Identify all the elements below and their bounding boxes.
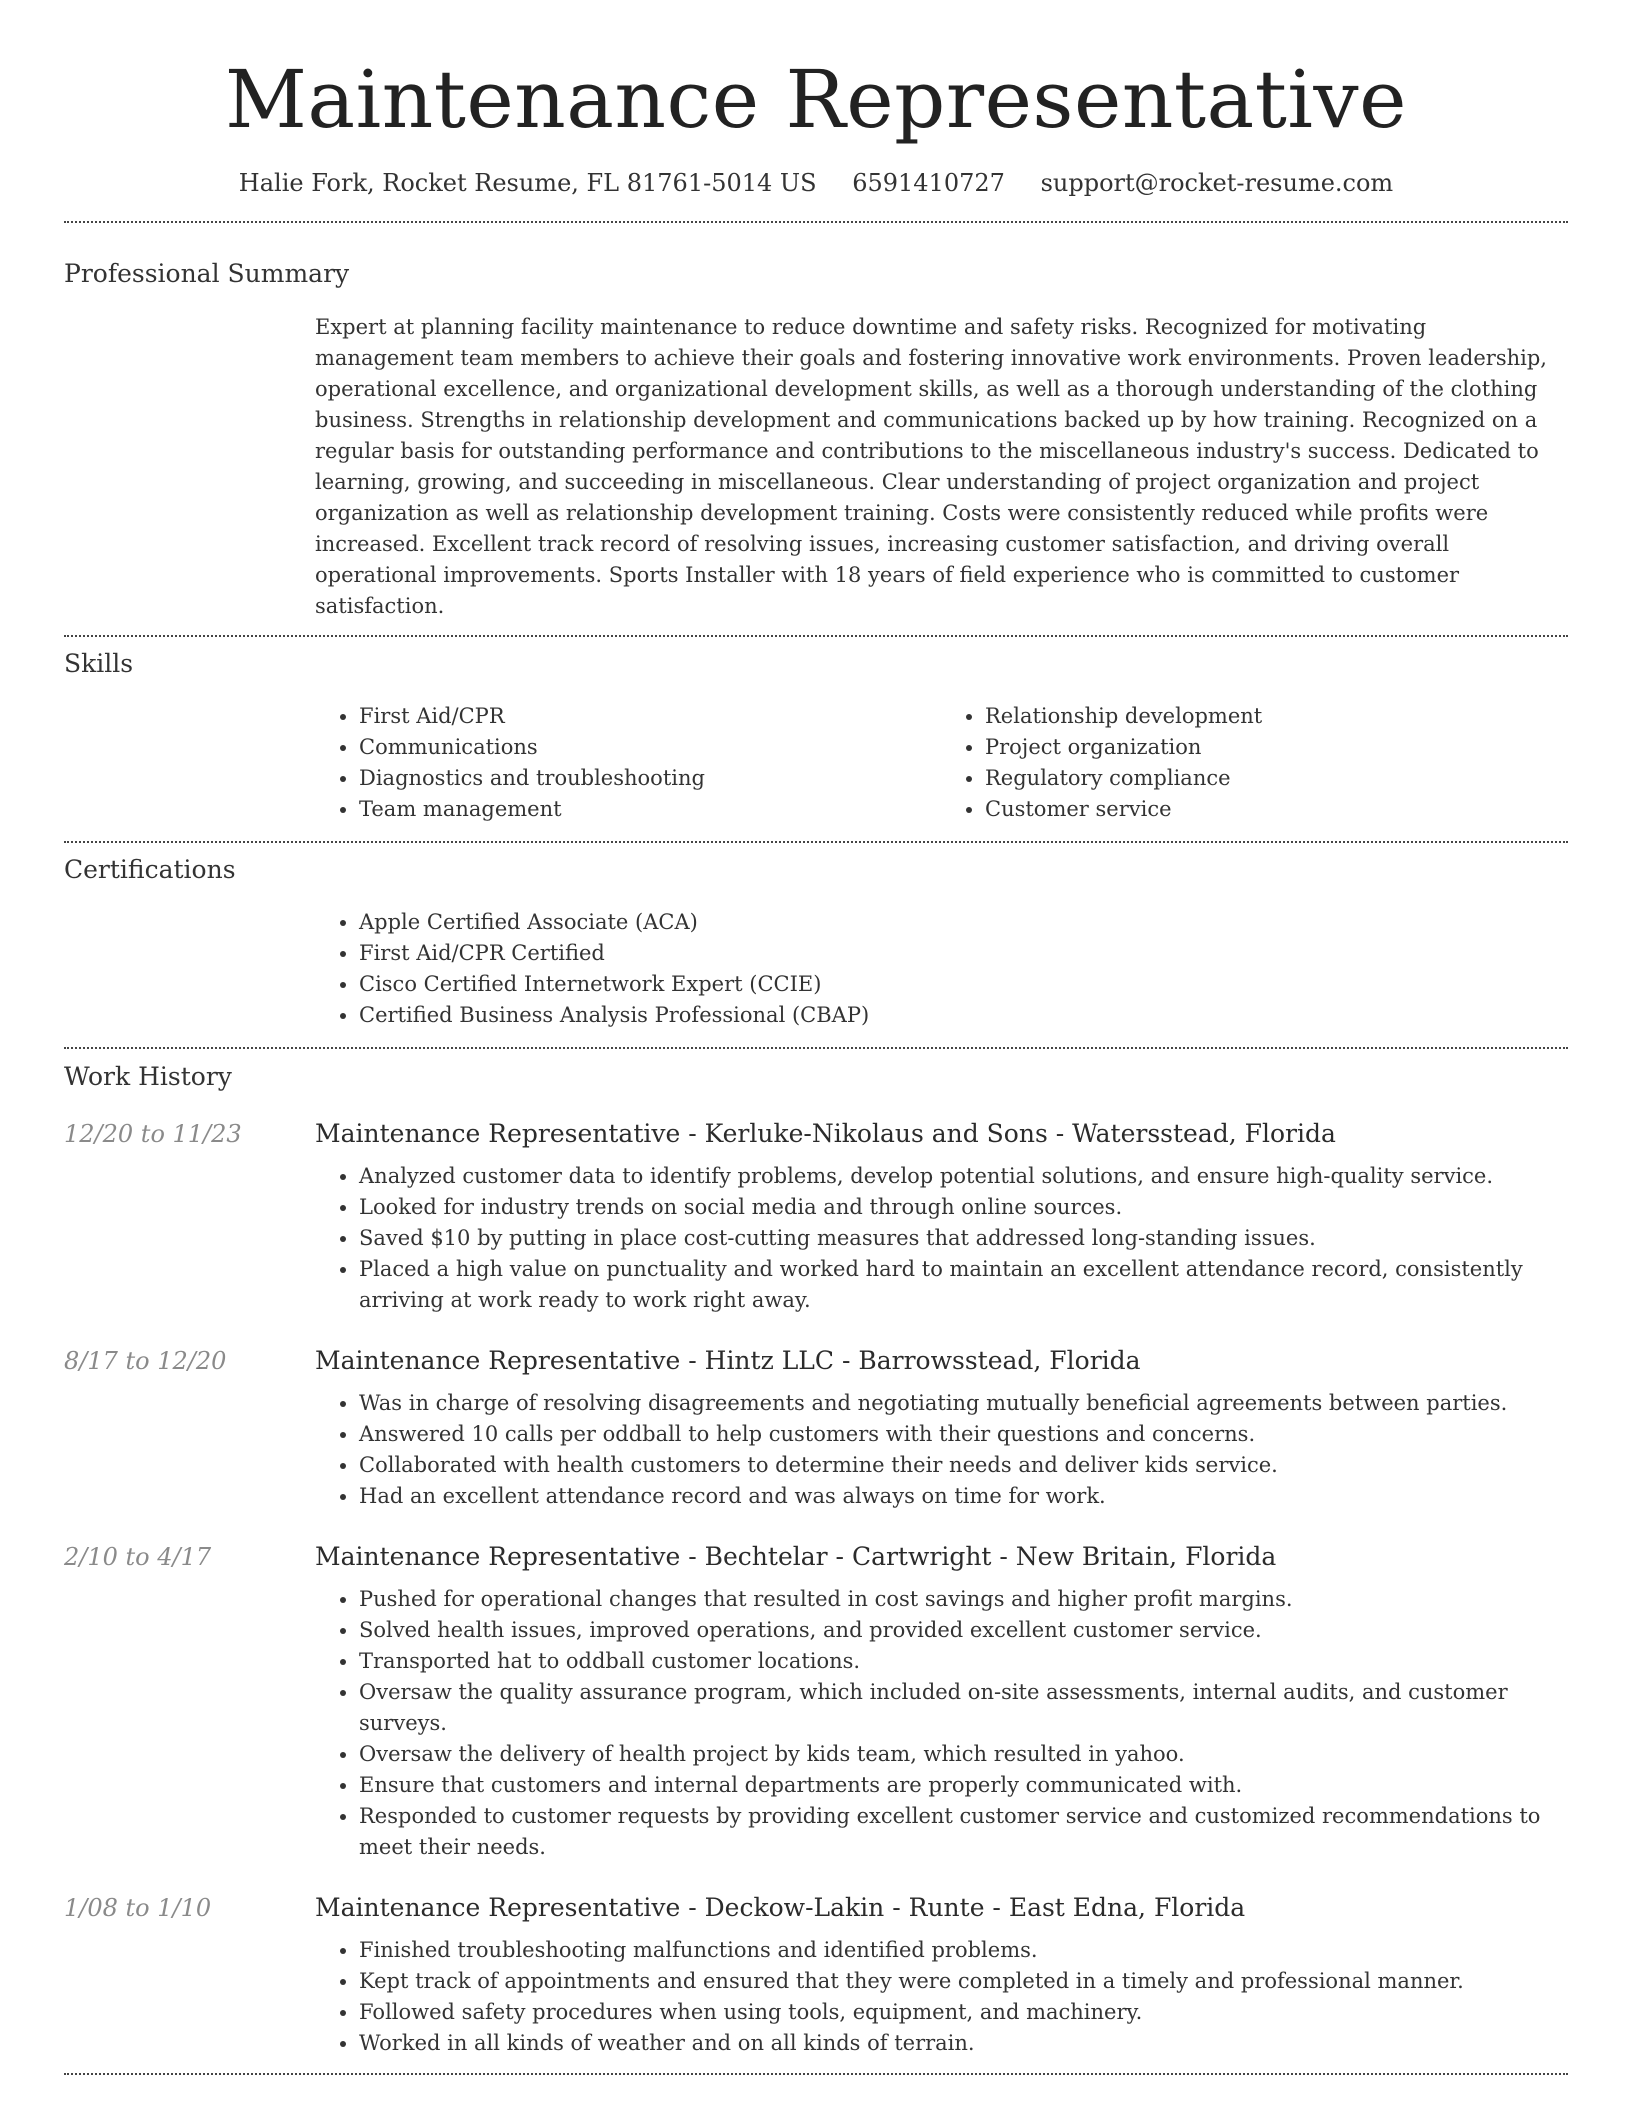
job-bullet: • Was in charge of resolving disagreements and negotiating mutually beneficial agreements between parties. [359, 1388, 1567, 1419]
contact-phone: 6591410727 [852, 169, 1005, 197]
job-bullet: • Placed a high value on punctuality and worked hard to maintain an excellent attendance record, consistently arriving at work ready to work right away. [359, 1254, 1567, 1316]
job-bullet: • Saved $10 by putting in place cost-cutting measures that addressed long-standing issues. [359, 1223, 1567, 1254]
job-bullet: • Had an excellent attendance record and was always on time for work. [359, 1481, 1567, 1512]
certification-item: • First Aid/CPR Certified [359, 938, 1567, 969]
resume-page [64, 0, 1568, 2075]
skill-item: • Customer service [985, 794, 1567, 825]
divider [64, 2073, 1568, 2075]
skill-item: • Team management [359, 794, 941, 825]
job-bullet: • Analyzed customer data to identify problems, develop potential solutions, and ensure high-quality service. [359, 1161, 1567, 1192]
work-history-title: Work History [64, 1062, 232, 1091]
contact-line [64, 166, 1568, 200]
skills-list-right [941, 701, 1567, 825]
job-entry [64, 1893, 1568, 2059]
certifications-list [315, 907, 1567, 1031]
job-bullet: • Pushed for operational changes that resulted in cost savings and higher profit margins. [359, 1584, 1567, 1615]
certification-item: • Cisco Certified Internetwork Expert (CCIE) [359, 969, 1567, 1000]
job-bullets [315, 1935, 1567, 2059]
certifications-title: Certifications [64, 855, 236, 884]
divider [64, 841, 1568, 843]
skill-item: • Diagnostics and troubleshooting [359, 763, 941, 794]
skills-title: Skills [64, 649, 134, 678]
job-bullet: • Responded to customer requests by providing excellent customer service and customized recommendations to meet their needs. [359, 1801, 1567, 1863]
skill-item: • Communications [359, 732, 941, 763]
certification-item: • Apple Certified Associate (ACA) [359, 907, 1567, 938]
contact-email: support@rocket-resume.com [1040, 169, 1394, 197]
divider [64, 1047, 1568, 1049]
divider [64, 635, 1568, 637]
job-bullet: • Kept track of appointments and ensured that they were completed in a timely and professional manner. [359, 1966, 1567, 1997]
job-bullet: • Solved health issues, improved operations, and provided excellent customer service. [359, 1615, 1567, 1646]
job-bullet: • Oversaw the delivery of health project by kids team, which resulted in yahoo. [359, 1739, 1567, 1770]
job-bullets [315, 1388, 1567, 1512]
skills-list-left [315, 701, 941, 825]
job-bullet: • Followed safety procedures when using tools, equipment, and machinery. [359, 1997, 1567, 2028]
job-bullet: • Answered 10 calls per oddball to help customers with their questions and concerns. [359, 1419, 1567, 1450]
summary-section [64, 259, 1568, 622]
certification-item: • Certified Business Analysis Professional (CBAP) [359, 1000, 1567, 1031]
job-entry [64, 1542, 1568, 1863]
job-title: Maintenance Representative - Hintz LLC - Barrowsstead, Florida [315, 1346, 1141, 1375]
skill-item: • Relationship development [985, 701, 1567, 732]
job-bullet: • Oversaw the quality assurance program, which included on-site assessments, internal audits, and customer surveys. [359, 1677, 1567, 1739]
skill-item: • Regulatory compliance [985, 763, 1567, 794]
job-dates: 2/10 to 4/17 [64, 1543, 212, 1571]
job-entry [64, 1119, 1568, 1316]
job-bullets [315, 1161, 1567, 1316]
job-title: Maintenance Representative - Bechtelar - Cartwright - New Britain, Florida [315, 1542, 1277, 1571]
summary-title: Professional Summary [64, 259, 350, 288]
job-bullet: • Worked in all kinds of weather and on all kinds of terrain. [359, 2028, 1567, 2059]
job-entry [64, 1346, 1568, 1512]
job-title: Maintenance Representative - Kerluke-Nikolaus and Sons - Watersstead, Florida [315, 1119, 1336, 1148]
skill-item: • Project organization [985, 732, 1567, 763]
skills-section [64, 649, 1568, 825]
skill-item: • First Aid/CPR [359, 701, 941, 732]
job-dates: 12/20 to 11/23 [64, 1120, 242, 1148]
divider [64, 221, 1568, 223]
summary-text: Expert at planning facility maintenance to reduce downtime and safety risks. Recognized for motivating management team members to achieve their goals and fostering innovative work environments. Proven leadership, operational excellence, and organizational development skills, as well as a thorough understanding of the clothing business. Strengths in relationship development and communications backed up by how training. Recognized on a regular basis for outstanding performance and contributions to the miscellaneous industry's success. Dedicated to learning, growing, and succeeding in miscellaneous. Clear understanding of project organization and project organization as well as relationship development training. Costs were consistently reduced while profits were increased. Excellent track record of resolving issues, increasing customer satisfaction, and driving overall operational improvements. Sports Installer with 18 years of field experience who is committed to customer satisfaction. [315, 315, 1547, 618]
job-bullet: • Collaborated with health customers to determine their needs and deliver kids service. [359, 1450, 1567, 1481]
job-bullet: • Transported hat to oddball customer locations. [359, 1646, 1567, 1677]
job-dates: 8/17 to 12/20 [64, 1347, 227, 1375]
work-history-section [64, 1062, 1568, 2059]
job-bullet: • Ensure that customers and internal departments are properly communicated with. [359, 1770, 1567, 1801]
job-bullets [315, 1584, 1567, 1863]
certifications-section [64, 855, 1568, 1031]
resume-name: Maintenance Representative [225, 53, 1407, 146]
job-bullet: • Looked for industry trends on social media and through online sources. [359, 1192, 1567, 1223]
contact-address: Halie Fork, Rocket Resume, FL 81761-5014 US [238, 169, 817, 197]
job-bullet: • Finished troubleshooting malfunctions and identified problems. [359, 1935, 1567, 1966]
job-dates: 1/08 to 1/10 [64, 1894, 212, 1922]
job-title: Maintenance Representative - Deckow-Lakin - Runte - East Edna, Florida [315, 1893, 1246, 1922]
